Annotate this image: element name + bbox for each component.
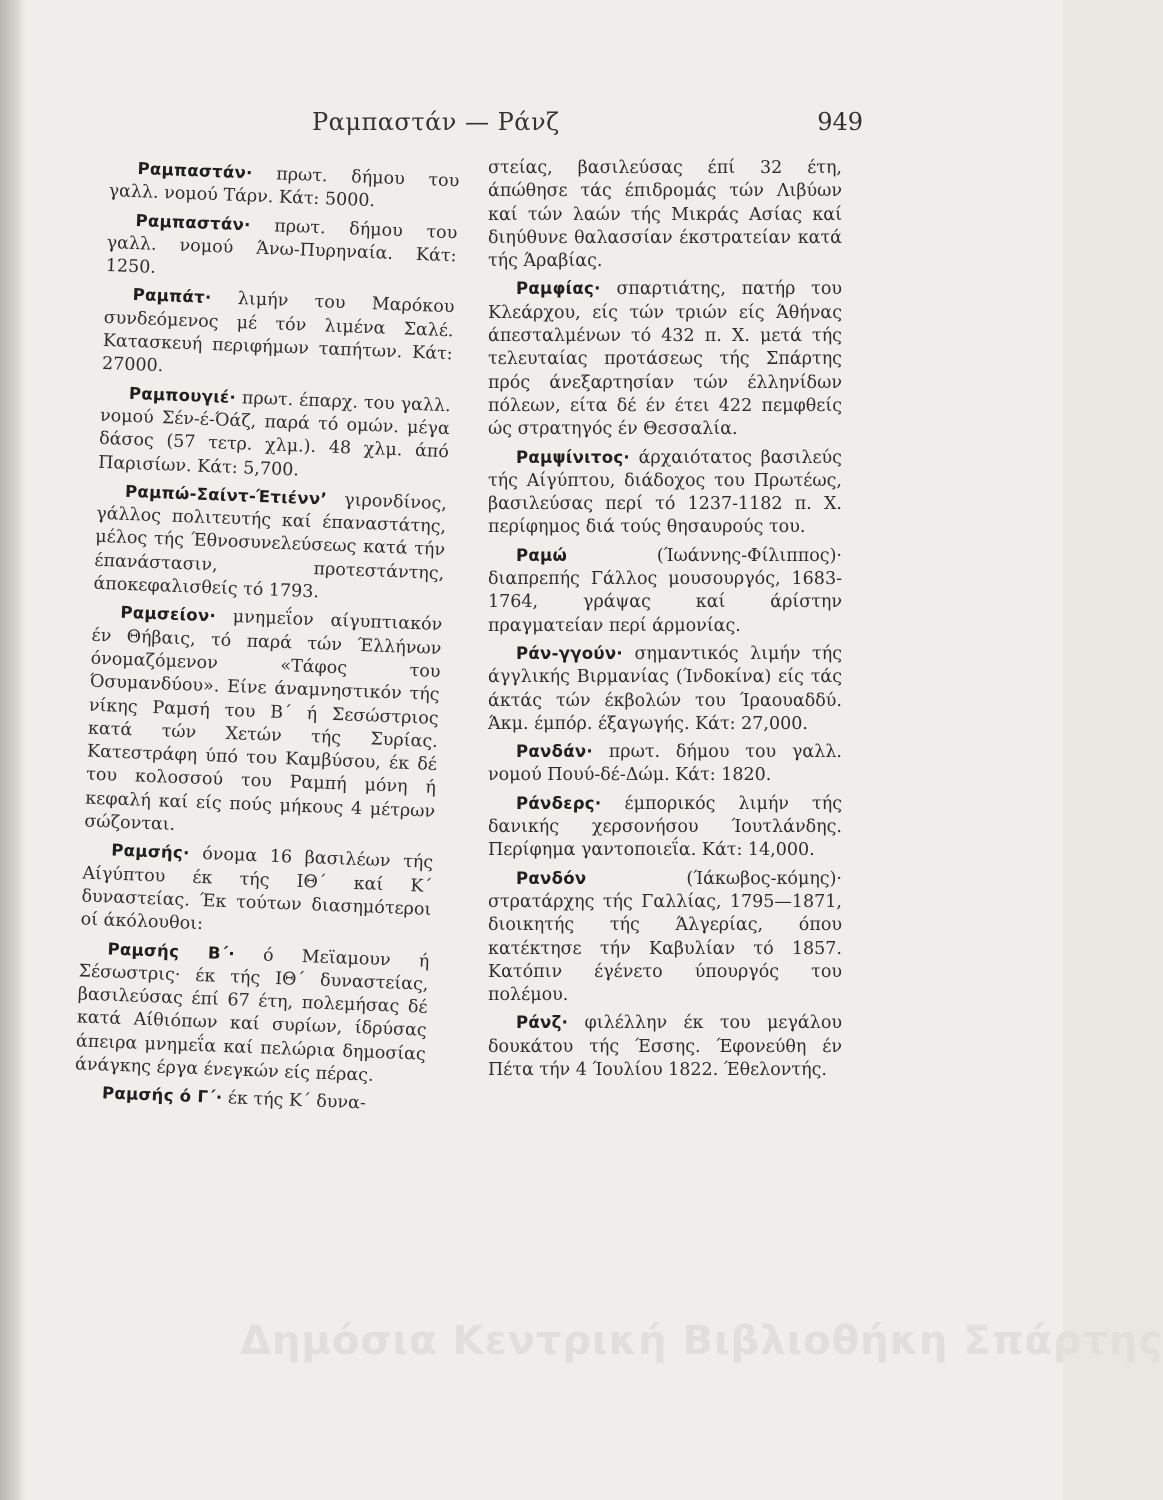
entry-text: όνομα 16 βασιλέων τής Αίγύπτου έκ τής ΙΘ΄ καί Κ΄ δυναστείας. Έκ τούτων διασημότεροι οί άκόλουθοι: xyxy=(80,843,434,935)
entry-text: λιμήν του Μαρόκου συνδεόμενος μέ τόν λιμένα Σαλέ. Κατασκευή περιφήμων ταπήτων. Κάτ: 27000. xyxy=(101,288,455,377)
headword: Ρανδόν xyxy=(516,868,587,888)
headword: Ραμσής ό Γ΄· xyxy=(101,1083,223,1108)
dictionary-entry xyxy=(488,544,842,638)
headword: Ραμψίνιτος· xyxy=(516,447,630,467)
entry-text: γιρονδίνος, γάλλος πολιτευτής καί έπαναστάτης, μέλος τής Έθνοσυνελεύσεως κατά τήν έπανάστασιν, προτεστάντης, άποκεφαλισθείς τό 1793. xyxy=(93,489,448,603)
library-watermark: Δημόσια Κεντρική Βιβλιοθήκη Σπάρτης xyxy=(240,1318,1163,1364)
entry-text: έκ τής Κ΄ δυνα- xyxy=(221,1088,367,1114)
headword: Ραμπάτ· xyxy=(132,285,212,308)
entry-text: πρωτ. δήμου του γαλλ. νομού Τάρν. Κάτ: 5000. xyxy=(108,163,460,212)
dictionary-entry xyxy=(488,642,842,736)
entry-text: πρωτ. έπαρχ. του γαλλ. νομού Σέν-έ-Όάζ, παρά τό ομών. μέγα δάσος (57 τετρ. χλμ.). 48 χλμ. άπό Παρισίων. Κάτ: 5,700. xyxy=(97,387,452,481)
headword: Ραμπώ-Σαίντ-Έτιέννʼ xyxy=(124,481,328,509)
dictionary-entry xyxy=(488,867,842,1008)
headword: Ραμώ xyxy=(516,545,568,565)
dictionary-entry-continuation xyxy=(488,156,842,273)
dictionary-entry xyxy=(98,381,451,489)
running-head: Ραμπαστάν — Ράνζ xyxy=(312,108,560,136)
dictionary-entry xyxy=(105,208,457,292)
page-number: 949 xyxy=(817,108,863,136)
dictionary-entry xyxy=(84,600,443,847)
dictionary-entry xyxy=(80,838,433,946)
entry-text: στείας, βασιλεύσας έπί 32 έτη, άπώθησε τάς έπιδρομάς τών Λιβύων καί τών λαών τής Μικράς Ασίας καί διηύθυνε θαλασσίαν έκστρατείαν κατά τής Άραβίας. xyxy=(488,158,842,272)
entry-text: (Ίάκωβος-κόμης)· στρατάρχης τής Γαλλίας, 1795—1871, διοικητής τής Άλγερίας, όπου κατέκτησε τήν Καβυλίαν τό 1857. Κατόπιν έγένετο ύπουργός του πολέμου. xyxy=(488,868,842,1006)
entry-text: έμπορικός λιμήν τής δανικής χερσονήσου Ίουτλάνδης. Περίφημα γαντοποιεΐα. Κάτ: 14,000. xyxy=(488,793,842,861)
headword: Ράνζ· xyxy=(516,1013,569,1033)
dictionary-entry xyxy=(488,1011,842,1082)
entry-text: πρωτ. δήμου του γαλλ. νομού Άνω-Πυρηναία. Κάτ: 1250. xyxy=(105,215,458,279)
entry-text: ό Μεϊαμουν ή Σέσωστρις· έκ τής ΙΘ΄ δυναστείας, βασιλεύσας έπί 67 έτη, πολεμήσας δέ κατά Αίθιόπων καί συρίων, ίδρύσας άπειρα μνημεΐα καί πελώρια δημοσίας άνάγκης έργα ένεγκών είς πέρας. xyxy=(74,943,430,1086)
entry-text: (Ίωάννης-Φίλιππος)· διαπρεπής Γάλλος μουσουργός, 1683-1764, γράψας καί άρίστην πραγματείαν περί άρμονίας. xyxy=(488,545,842,636)
headword: Ρανδάν· xyxy=(516,742,593,762)
headword: Ραμπαστάν· xyxy=(135,210,252,235)
left-column xyxy=(73,156,459,1122)
entry-text: μνημεΐον αίγυπτιακόν έν Θήβαις, τό παρά τών Έλλήνων όνομαζόμενον «Τάφος του Όσυμανδύου». Είνε άναμνηστικόν τής νίκης Ραμσή του Β΄ ή Σεσώστριος κατά τών Χετών τής Συρίας. Κατεστράφη ύπό του Καμβύσου, έκ δέ του κολοσσού του Ραμπή μόνη ή κεφαλή καί είς πούς μήκους 4 μέτρων σώζονται. xyxy=(84,606,443,836)
dictionary-entry xyxy=(488,740,842,788)
dictionary-entry xyxy=(488,277,842,441)
headword: Ραμπουγιέ· xyxy=(128,383,237,407)
headword: Ράν-γγούν· xyxy=(516,643,623,663)
headword: Ραμσής Β΄· xyxy=(107,938,236,963)
entry-text: άρχαιότατος βασιλεύς τής Αίγύπτου, διάδοχος του Πρωτέως, βασιλεύσας περί τό 1237-1182 π. Χ. περίφημος διά τούς θησαυρούς του. xyxy=(488,447,842,538)
headword: Ραμπαστάν· xyxy=(137,159,254,183)
dictionary-entry xyxy=(108,156,460,217)
dictionary-entry xyxy=(93,479,447,610)
headword: Ραμφίας· xyxy=(516,279,601,299)
headword: Ραμσείον· xyxy=(120,603,217,626)
entry-text: φιλέλλην έκ του μεγάλου δουκάτου τής Έσσης. Έφονεύθη έν Πέτα τήν 4 Ίουλίου 1822. Έθελοντής. xyxy=(488,1013,842,1080)
dictionary-entry xyxy=(488,446,842,540)
dictionary-entry xyxy=(488,792,842,863)
dictionary-entry xyxy=(75,936,430,1090)
headword: Ραμσής· xyxy=(110,840,190,863)
dictionary-entry xyxy=(102,282,455,390)
page-binding-shadow xyxy=(0,0,26,1500)
entry-text: σημαντικός λιμήν τής άγγλικής Βιρμανίας (Ίνδοκίνα) είς τάς άκτάς τών έκβολών του Ίραουαδδύ. Άκμ. έμπόρ. έξαγωγής. Κάτ: 27,000. xyxy=(488,643,842,734)
entry-text: πρωτ. δήμου του γαλλ. νομού Πουύ-δέ-Δώμ. Κάτ: 1820. xyxy=(488,742,842,786)
entry-text: σπαρτιάτης, πατήρ του Κλεάρχου, είς τών τριών είς Άθήνας άπεσταλμένων τό 432 π. Χ. μετά τής τελευταίας προτάσεως τής Σπάρτης πρός άνεξαρτησίαν τών έλληνίδων πόλεων, είτα δέ έν έτει 422 πεμφθείς ώς στρατηγός έν Θεσσαλία. xyxy=(488,279,842,440)
right-column xyxy=(488,156,842,1086)
headword: Ράνδερς· xyxy=(516,793,602,813)
